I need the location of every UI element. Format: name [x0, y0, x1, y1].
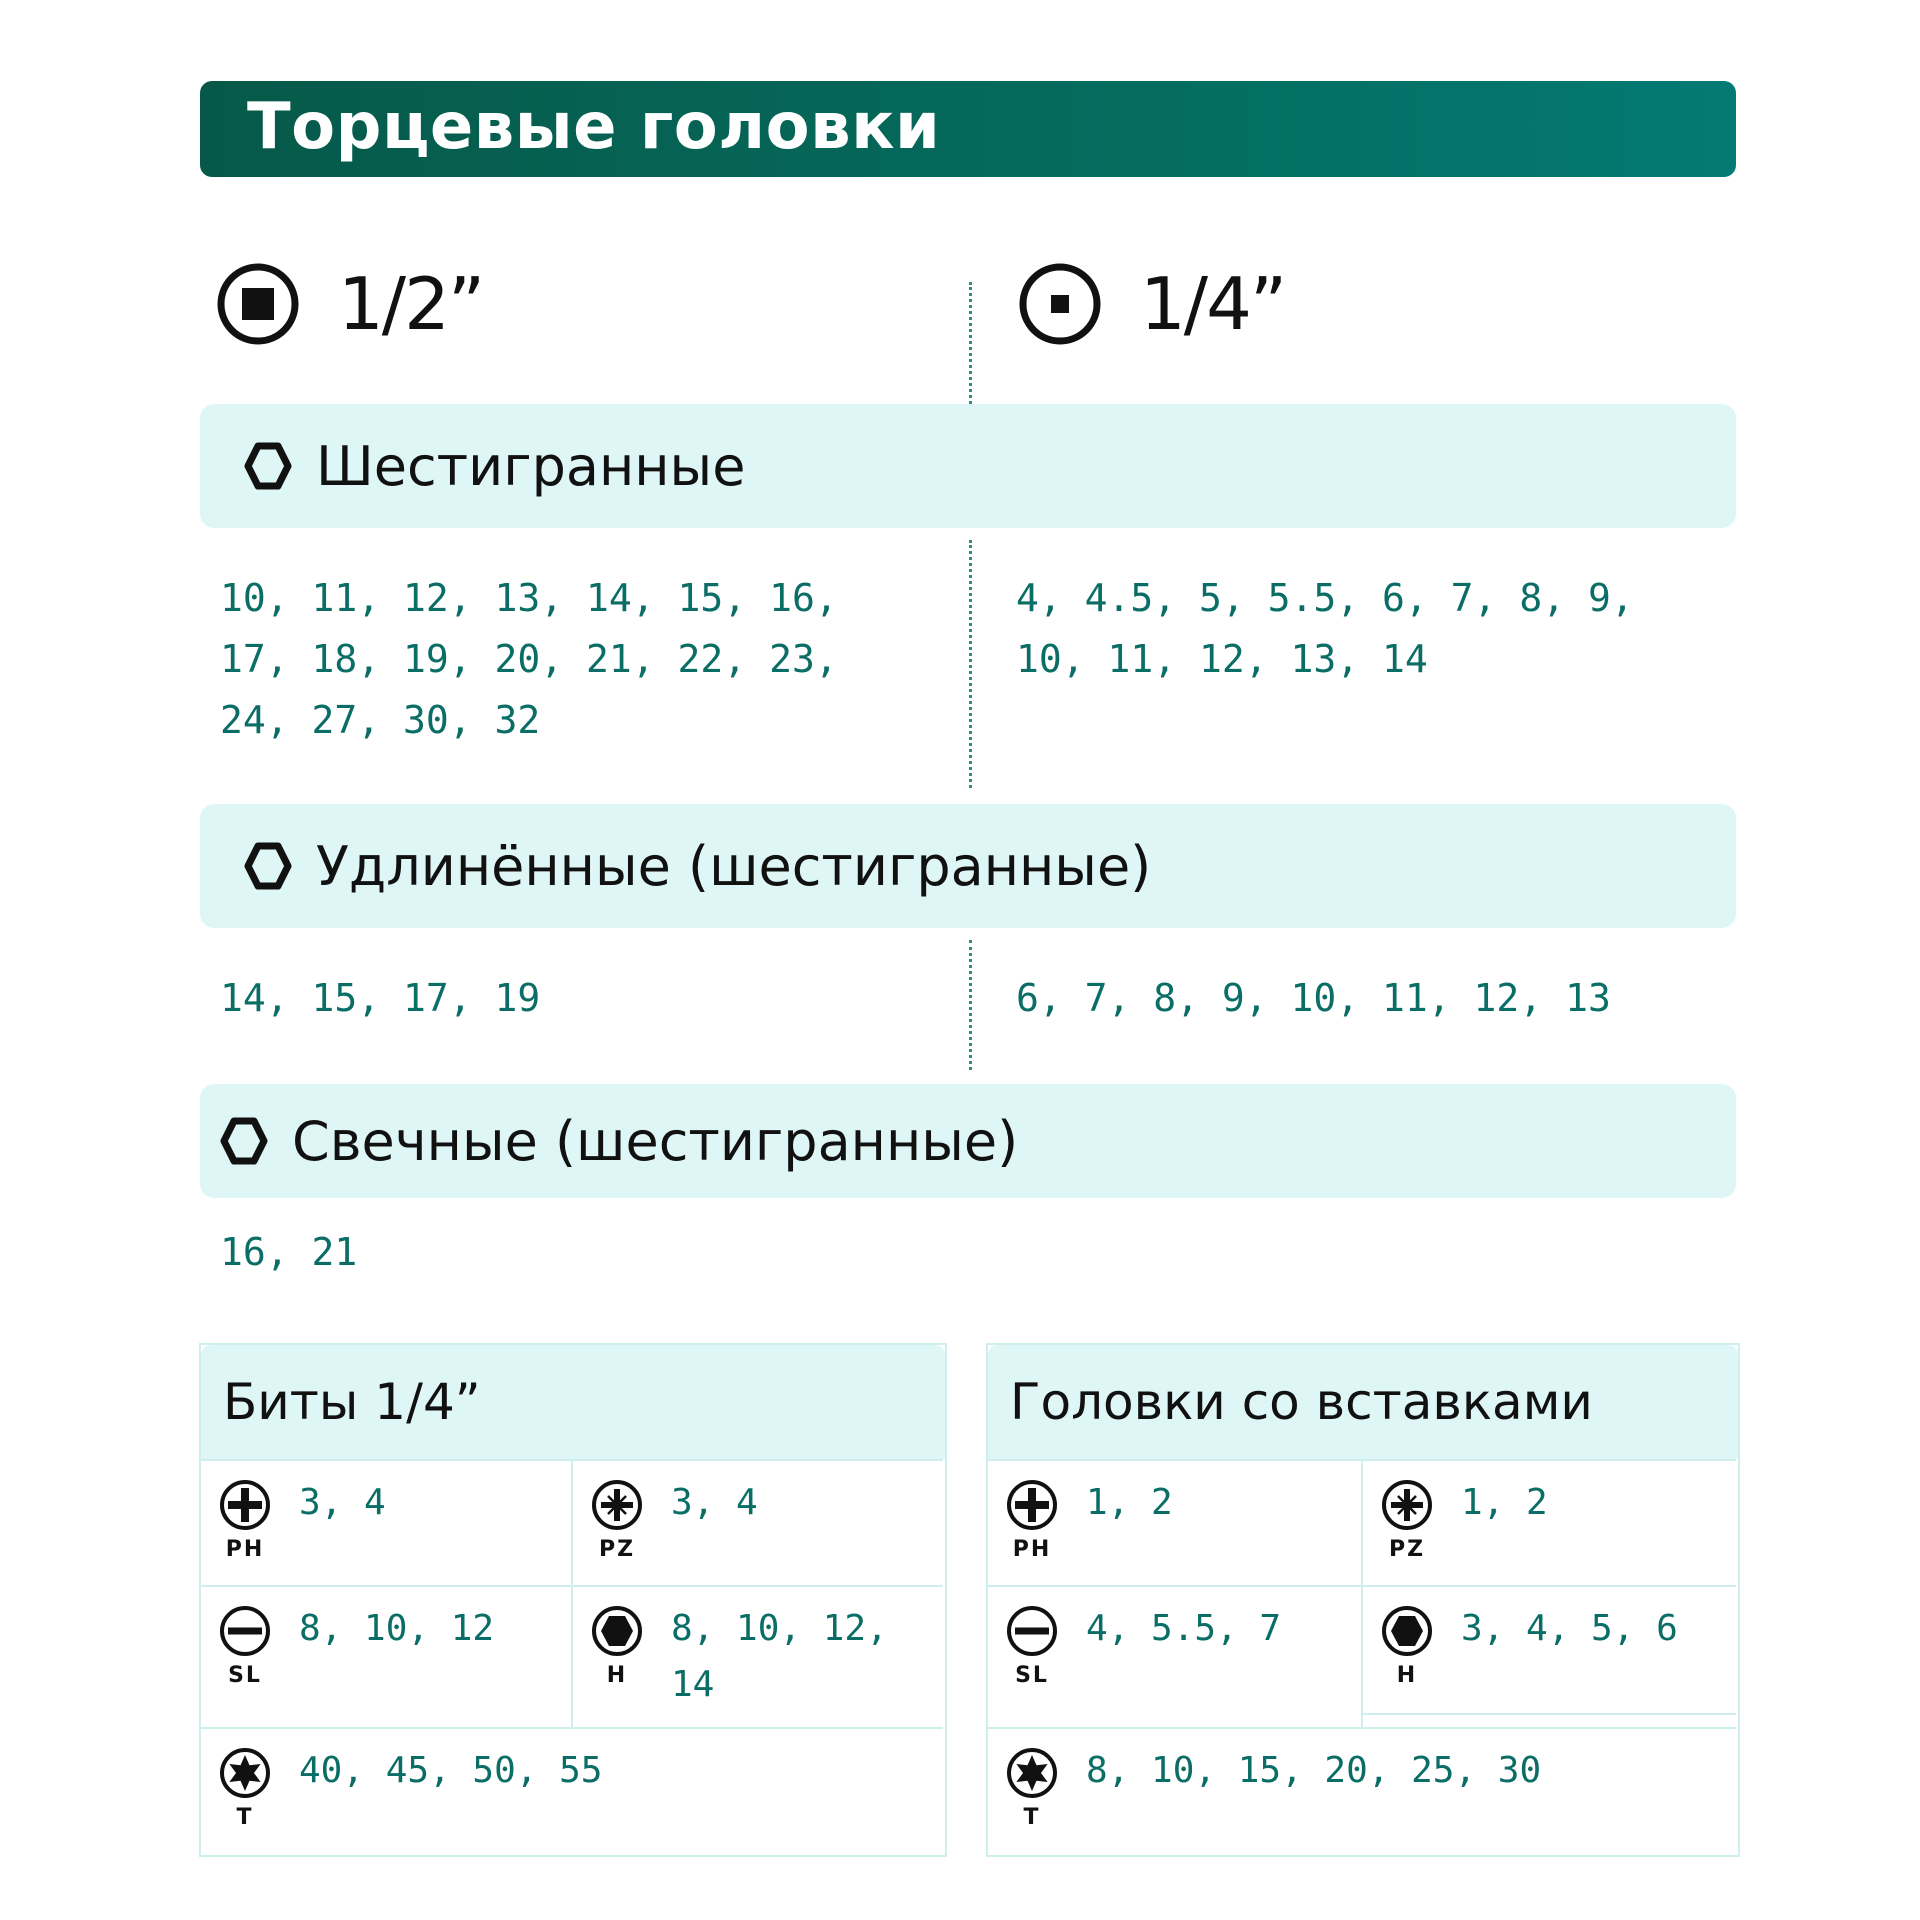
bit-sizes: 3, 4 [299, 1482, 386, 1523]
panel-header [988, 1345, 1738, 1459]
bit-cell-pz [573, 1459, 943, 1585]
bit-sizes: 8, 10, 15, 20, 25, 30 [1086, 1750, 1542, 1791]
square-drive-icon [216, 262, 300, 346]
extended-quarter-sizes: 6, 7, 8, 9, 10, 11, 12, 13 [1016, 976, 1611, 1020]
bit-sizes: 8, 10, 12, 14 [671, 1608, 888, 1705]
hex-bit-icon [591, 1605, 643, 1657]
bit-code: T [236, 1805, 254, 1830]
column-divider [969, 540, 972, 788]
drive-label-quarter: 1/4” [1140, 262, 1286, 346]
column-divider [969, 282, 972, 404]
panel-title: Биты 1/4” [223, 1373, 481, 1431]
hexagon-icon [220, 1117, 268, 1165]
insert-cell-pz [1363, 1459, 1736, 1585]
torx-icon [1006, 1747, 1058, 1799]
insert-cell-t [988, 1727, 1736, 1855]
section-title: Свечные (шестигранные) [292, 1109, 1019, 1173]
bit-code: PH [225, 1537, 265, 1562]
pozidriv-icon [591, 1479, 643, 1531]
hex-half-sizes: 10, 11, 12, 13, 14, 15, 16, 17, 18, 19, 20, 21, 22, 23, 24, 27, 30, 32 [220, 576, 838, 742]
bit-sizes: 40, 45, 50, 55 [299, 1750, 603, 1791]
spark-plug-sizes: 16, 21 [220, 1230, 358, 1274]
inserts-panel [986, 1343, 1740, 1857]
bit-code: SL [1015, 1663, 1049, 1688]
hexagon-icon [244, 842, 292, 890]
bit-code: PH [1012, 1537, 1052, 1562]
drive-header-half [216, 260, 483, 348]
column-divider [969, 940, 972, 1070]
hex-bit-icon [1381, 1605, 1433, 1657]
insert-cell-sl [988, 1585, 1363, 1727]
bit-code: SL [228, 1663, 262, 1688]
section-hex [200, 404, 1736, 528]
bit-sizes: 1, 2 [1086, 1482, 1173, 1523]
torx-icon [219, 1747, 271, 1799]
phillips-icon [219, 1479, 271, 1531]
slotted-icon [219, 1605, 271, 1657]
bit-sizes: 3, 4 [671, 1482, 758, 1523]
square-drive-small-icon [1018, 262, 1102, 346]
section-spark-plug [200, 1084, 1736, 1198]
bit-code: PZ [1388, 1537, 1426, 1562]
insert-cell-ph [988, 1459, 1363, 1585]
bit-sizes: 4, 5.5, 7 [1086, 1608, 1282, 1649]
bit-code: PZ [598, 1537, 636, 1562]
bit-sizes: 1, 2 [1461, 1482, 1548, 1523]
bit-cell-h [573, 1585, 943, 1727]
bit-cell-ph [201, 1459, 573, 1585]
hexagon-icon [244, 442, 292, 490]
drive-label-half: 1/2” [338, 262, 484, 346]
slotted-icon [1006, 1605, 1058, 1657]
section-extended [200, 804, 1736, 928]
bit-cell-t [201, 1727, 943, 1855]
title-banner [200, 81, 1736, 177]
bit-code: H [1396, 1663, 1418, 1688]
section-title: Удлинённые (шестигранные) [316, 834, 1152, 898]
phillips-icon [1006, 1479, 1058, 1531]
insert-cell-h [1363, 1585, 1736, 1715]
bit-code: H [606, 1663, 628, 1688]
bit-sizes: 3, 4, 5, 6 [1461, 1608, 1678, 1649]
panel-title: Головки со вставками [1010, 1373, 1593, 1431]
hex-quarter-sizes: 4, 4.5, 5, 5.5, 6, 7, 8, 9, 10, 11, 12, 13, 14 [1016, 576, 1634, 681]
bit-cell-sl [201, 1585, 573, 1727]
bit-sizes: 8, 10, 12 [299, 1608, 495, 1649]
bit-code: T [1023, 1805, 1041, 1830]
page-title: Торцевые головки [247, 90, 941, 164]
drive-header-quarter [1018, 260, 1285, 348]
panel-header [201, 1345, 945, 1459]
extended-half-sizes: 14, 15, 17, 19 [220, 976, 541, 1020]
bits-panel [199, 1343, 947, 1857]
pozidriv-icon [1381, 1479, 1433, 1531]
section-title: Шестигранные [316, 434, 746, 498]
